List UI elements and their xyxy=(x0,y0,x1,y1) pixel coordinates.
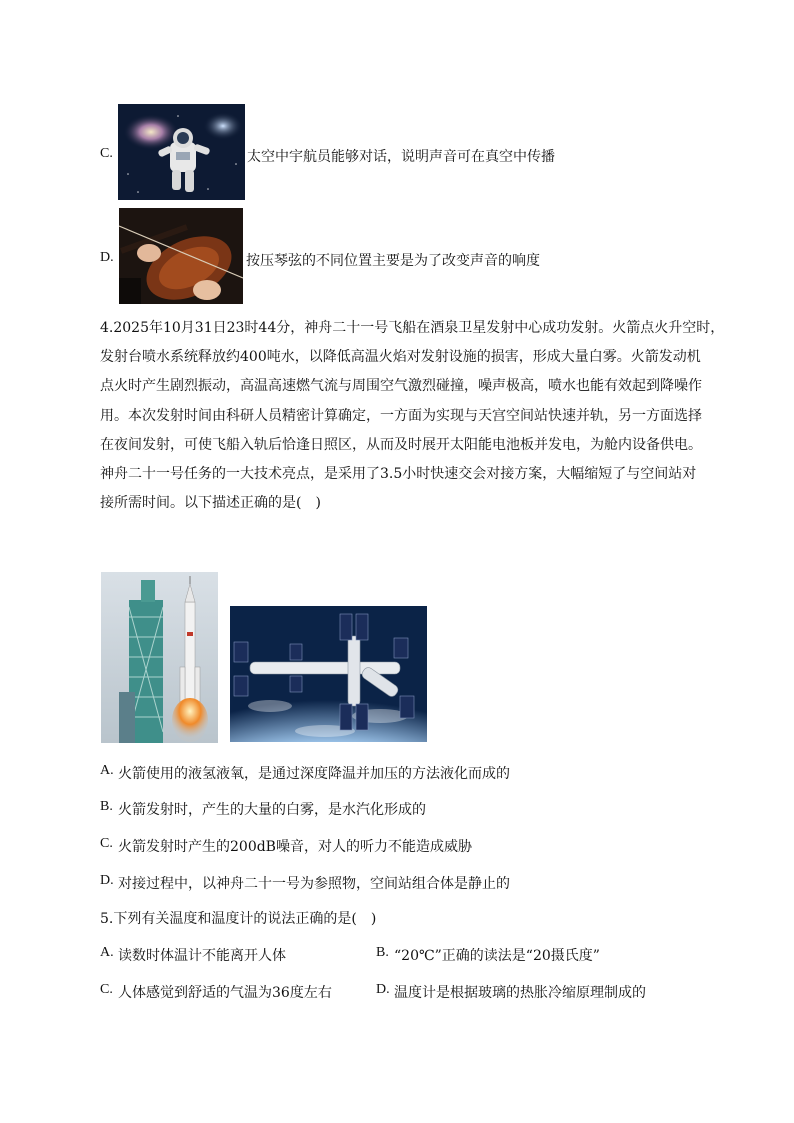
q4-line-5: 在夜间发射，可使飞船入轨后恰逢日照区，从而及时展开太阳能电池板并发电，为舱内设备供电。 xyxy=(100,436,702,453)
astronaut-image xyxy=(118,104,245,200)
q5-option-a-letter: A. xyxy=(100,945,114,960)
rocket-launch-image xyxy=(101,572,218,743)
question-5-stem: 5.下列有关温度和温度计的说法正确的是( ) xyxy=(100,911,377,927)
q4-line-1: 4.2025年10月31日23时44分，神舟二十一号飞船在酒泉卫星发射中心成功发射。火箭点火升空时， xyxy=(100,320,725,336)
q4-option-a-letter: A. xyxy=(100,763,114,778)
q4-option-b-letter: B. xyxy=(100,799,113,814)
option-d-text: 按压琴弦的不同位置主要是为了改变声音的响度 xyxy=(246,253,540,269)
option-c-text: 太空中宇航员能够对话，说明声音可在真空中传播 xyxy=(247,149,555,165)
q4-line-2: 发射台喷水系统释放约400吨水，以降低高温火焰对发射设施的损害，形成大量白雾。火箭发动机 xyxy=(100,349,701,366)
question-4-stem xyxy=(100,314,725,518)
q5-option-b-letter: B. xyxy=(376,945,389,960)
q4-line-4: 用。本次发射时间由科研人员精密计算确定，一方面为实现与天宫空间站快速并轨，另一方面选择 xyxy=(100,407,702,424)
q5-option-b-text: “20℃”正确的读法是“20摄氏度” xyxy=(394,948,600,964)
q5-option-d-letter: D. xyxy=(376,982,390,997)
violin-image xyxy=(119,208,243,304)
q4-line-3: 点火时产生剧烈振动，高温高速燃气流与周围空气激烈碰撞，噪声极高，喷水也能有效起到降噪作 xyxy=(100,378,702,395)
option-c-letter: C. xyxy=(100,146,113,161)
q4-option-b-text: 火箭发射时，产生的大量的白雾，是水汽化形成的 xyxy=(118,802,426,818)
q5-option-a-text: 读数时体温计不能离开人体 xyxy=(118,948,286,964)
q4-option-c-text: 火箭发射时产生的200dB噪音，对人的听力不能造成威胁 xyxy=(118,839,472,855)
q4-option-c-letter: C. xyxy=(100,836,113,851)
q4-option-a-text: 火箭使用的液氢液氧，是通过深度降温并加压的方法液化而成的 xyxy=(118,766,510,782)
q4-line-7: 接所需时间。以下描述正确的是( ) xyxy=(100,495,321,512)
q5-option-c-letter: C. xyxy=(100,982,113,997)
q4-option-d-text: 对接过程中，以神舟二十一号为参照物，空间站组合体是静止的 xyxy=(118,876,510,892)
q4-line-6: 神舟二十一号任务的一大技术亮点，是采用了3.5小时快速交会对接方案，大幅缩短了与空间站对 xyxy=(100,466,697,483)
space-station-image xyxy=(230,606,427,742)
q5-option-d-text: 温度计是根据玻璃的热胀冷缩原理制成的 xyxy=(394,985,646,1001)
q4-option-d-letter: D. xyxy=(100,873,114,888)
q5-option-c-text: 人体感觉到舒适的气温为36度左右 xyxy=(118,985,332,1001)
option-d-letter: D. xyxy=(100,250,114,265)
